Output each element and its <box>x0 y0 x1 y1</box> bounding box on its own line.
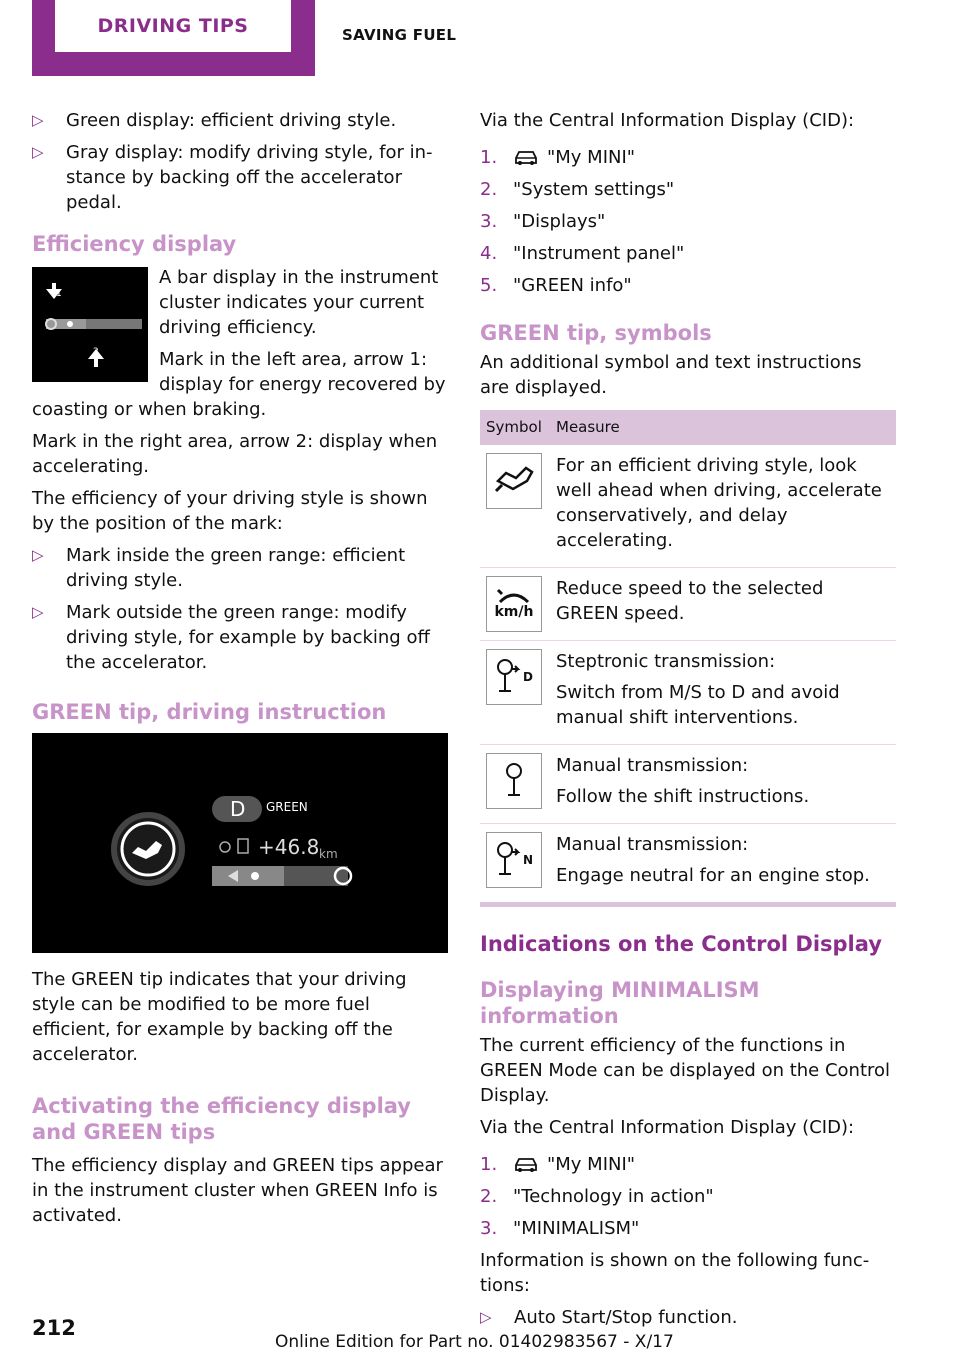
step-label: "My MINI" <box>547 1154 636 1175</box>
symbols-intro: An additional symbol and text instructions are displayed. <box>480 352 862 398</box>
list-item: ▷ Mark inside the green range: efficient driving style. <box>32 545 406 591</box>
mark-bullets <box>32 543 448 675</box>
measure-text: Manual transmission: <box>556 834 749 855</box>
list-item <box>480 1216 896 1241</box>
list-item <box>480 1152 896 1177</box>
gear-shift-icon <box>486 753 542 809</box>
gear-shift-d-icon <box>486 649 542 705</box>
list-item <box>480 177 896 202</box>
measure-text: Manual transmission: <box>556 755 749 776</box>
table-row <box>480 745 896 824</box>
table-row <box>480 568 896 641</box>
table-row <box>480 641 896 745</box>
green-mode-label: GREEN <box>266 800 308 814</box>
measure-text: Engage neutral for an engine stop. <box>556 865 870 886</box>
range-unit: km <box>319 847 338 861</box>
step-number: 1. <box>480 147 498 168</box>
green-tip-heading: GREEN tip, driving instruction <box>32 700 387 724</box>
function-bullets <box>480 1305 896 1330</box>
measure-text: Switch from M/S to D and avoid manual shift interventions. <box>556 682 840 728</box>
efficiency-bar-graphic <box>32 267 148 382</box>
measure-text: Steptronic transmission: <box>556 651 776 672</box>
list-item: ▷ Gray display: modify driving style, for instance by backing off the accelerator pedal. <box>32 142 433 213</box>
minimalism-p1: The current efficiency of the functions in GREEN Mode can be displayed on the Control Display. <box>480 1035 891 1106</box>
step-label: "Displays" <box>513 211 606 232</box>
via-cid-2: Via the Central Information Display (CID): <box>480 1117 855 1138</box>
car-icon <box>513 148 539 166</box>
triangle-bullet-icon: ▷ <box>32 546 44 564</box>
efficiency-p3: Mark in the right area, arrow 2: display when accelerating. <box>32 431 438 477</box>
step-number: 1. <box>480 1154 498 1175</box>
page-number: 212 <box>32 1316 76 1340</box>
step-label: "System settings" <box>513 179 675 200</box>
pedal-foot-icon <box>486 453 542 509</box>
control-display-heading: Indications on the Control Display <box>480 932 882 956</box>
step-label: "My MINI" <box>547 147 636 168</box>
measure-text: Follow the shift instructions. <box>556 786 810 807</box>
step-number: 2. <box>480 1186 498 1207</box>
efficiency-p4: The efficiency of your driving style is shown by the position of the mark: <box>32 488 428 534</box>
cid-steps-1 <box>480 145 896 298</box>
speed-gauge-icon <box>486 576 542 632</box>
triangle-bullet-icon: ▷ <box>32 603 44 621</box>
symbols-table <box>480 410 896 907</box>
efficiency-p1: A bar display in the instrument cluster indicates your current driving efficiency. <box>159 267 439 338</box>
triangle-bullet-icon: ▷ <box>480 1308 492 1326</box>
arrow-1-label: 1 <box>56 289 62 299</box>
list-item: ▷ Mark outside the green range: modify driving style, for example by backing off the accelerator. <box>32 602 430 673</box>
gear-d-label: D <box>523 669 533 684</box>
via-cid-1: Via the Central Information Display (CID): <box>480 110 855 131</box>
left-column <box>32 108 448 1235</box>
minimalism-p2: Information is shown on the following functions: <box>480 1250 870 1296</box>
gear-shift-n-icon <box>486 832 542 888</box>
section-title: SAVING FUEL <box>342 26 457 44</box>
list-item: ▷ Green display: efficient driving style. <box>32 110 397 131</box>
triangle-bullet-icon: ▷ <box>32 143 44 161</box>
chapter-title: DRIVING TIPS <box>97 15 249 37</box>
arrow-2-label: 2 <box>93 347 99 357</box>
green-tip-graphic <box>32 733 448 953</box>
table-row <box>480 445 896 568</box>
green-tip-text: The GREEN tip indicates that your driving style can be modified to be more fuel efficient, for example by backing off the accelerator. <box>32 969 407 1065</box>
col-measure-header: Measure <box>550 410 896 445</box>
measure-text: For an efficient driving style, look well ahead when driving, accelerate conservatively, and delay accelerating. <box>556 455 882 551</box>
measure-text: Reduce speed to the selected GREEN speed. <box>556 578 824 624</box>
step-number: 5. <box>480 275 498 296</box>
list-item <box>480 209 896 234</box>
col-symbol-header: Symbol <box>480 410 550 445</box>
right-column <box>480 108 896 1337</box>
minimalism-heading: Displaying MINIMALISM information <box>480 978 760 1028</box>
step-number: 3. <box>480 211 498 232</box>
step-label: "Technology in action" <box>513 1186 714 1207</box>
list-item <box>480 145 896 170</box>
list-item: ▷ Auto Start/Stop function. <box>480 1307 738 1328</box>
chapter-tab-label-box <box>55 0 291 52</box>
efficiency-bar-image <box>32 267 148 382</box>
step-number: 3. <box>480 1218 498 1239</box>
display-bullets <box>32 108 448 215</box>
list-item <box>480 273 896 298</box>
list-item <box>480 1184 896 1209</box>
step-number: 4. <box>480 243 498 264</box>
table-row <box>480 824 896 905</box>
step-number: 2. <box>480 179 498 200</box>
activating-heading: Activating the efficiency display and GREEN tips <box>32 1094 411 1144</box>
list-item <box>480 241 896 266</box>
cid-steps-2 <box>480 1152 896 1241</box>
efficiency-heading: Efficiency display <box>32 232 237 256</box>
edition-footer: Online Edition for Part no. 01402983567 - X/17 <box>275 1332 674 1352</box>
gear-n-label: N <box>522 852 534 867</box>
speed-gauge-label: km/h <box>494 604 534 620</box>
efficiency-p2: Mark in the left area, arrow 1: display for energy recovered by coasting or when braking. <box>32 349 446 420</box>
triangle-bullet-icon: ▷ <box>32 111 44 129</box>
step-label: "MINIMALISM" <box>513 1218 640 1239</box>
car-icon <box>513 1155 539 1173</box>
step-label: "GREEN info" <box>513 275 632 296</box>
step-label: "Instrument panel" <box>513 243 685 264</box>
symbols-heading: GREEN tip, symbols <box>480 321 712 345</box>
activating-text: The efficiency display and GREEN tips appear in the instrument cluster when GREEN Info is activated. <box>32 1155 443 1226</box>
gear-indicator: D <box>230 797 246 821</box>
range-value: +46.8 <box>258 835 320 859</box>
green-tip-image <box>32 733 448 953</box>
